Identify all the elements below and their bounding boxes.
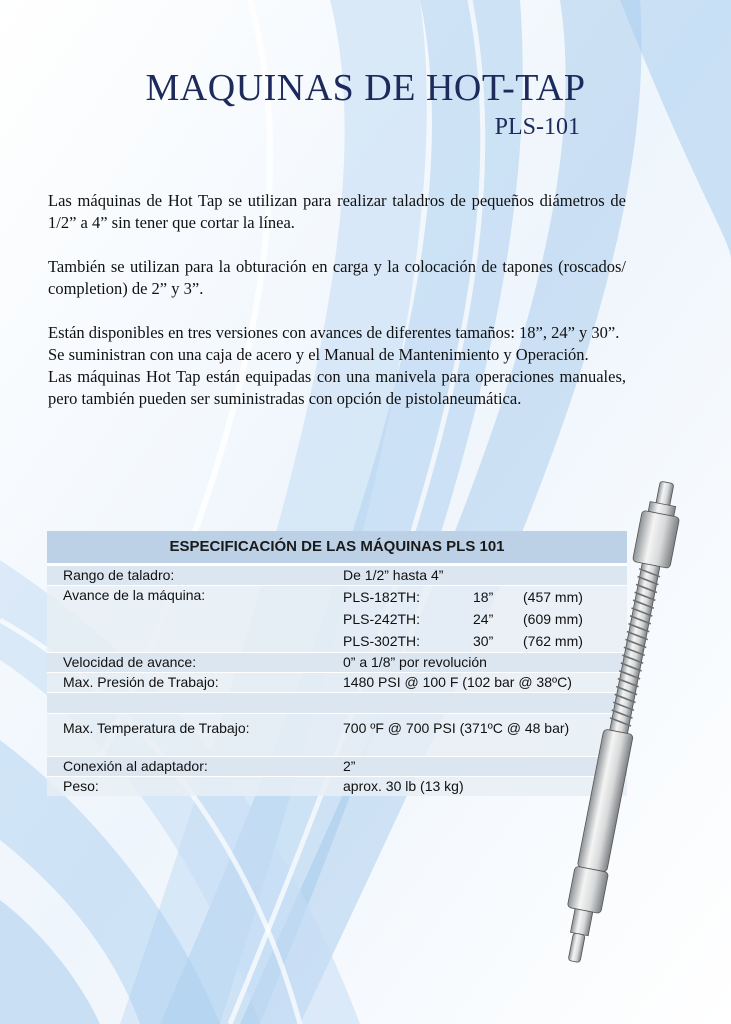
model-mm: (457 mm) xyxy=(523,589,583,605)
paragraph-equipment: Las máquinas Hot Tap están equipadas con una manivela para operaciones manuales, pero también pueden ser suministradas con opción de pistolaneumática. xyxy=(48,367,626,408)
model-mm: (762 mm) xyxy=(523,633,583,649)
spec-label-avance: Avance de la máquina: xyxy=(63,587,206,603)
spec-label-conexion: Conexión al adaptador: xyxy=(63,758,208,774)
spec-value-peso: aprox. 30 lb (13 kg) xyxy=(343,778,464,794)
paragraph-obturation: También se utilizan para la obturación en carga y la colocación de tapones (roscados/ completion) de 2” y 3”. xyxy=(48,257,626,298)
model-mm: (609 mm) xyxy=(523,611,583,627)
spec-table-heading: ESPECIFICACIÓN DE LAS MÁQUINAS PLS 101 xyxy=(47,531,627,565)
paragraph-supply: Se suministran con una caja de acero y el Manual de Mantenimiento y Operación. xyxy=(48,345,589,364)
spec-value-rango: De 1/2” hasta 4” xyxy=(343,567,444,583)
description-text xyxy=(48,190,626,410)
spec-label-presion: Max. Presión de Trabajo: xyxy=(63,674,219,690)
spec-label-velocidad: Velocidad de avance: xyxy=(63,654,197,670)
model-code: PLS-242TH: xyxy=(343,611,421,627)
model-inches: 24” xyxy=(473,611,494,627)
spec-value-presion: 1480 PSI @ 100 F (102 bar @ 38ºC) xyxy=(343,674,572,690)
model-inches: 30” xyxy=(473,633,494,649)
spec-value-velocidad: 0” a 1/8” por revolución xyxy=(343,654,487,670)
spec-value-conexion: 2” xyxy=(343,758,356,774)
hot-tap-machine-image xyxy=(520,470,720,990)
model-code: PLS-182TH: xyxy=(343,589,421,605)
spec-value-temperatura: 700 ºF @ 700 PSI (371ºC @ 48 bar) xyxy=(343,720,570,736)
spec-label-rango: Rango de taladro: xyxy=(63,567,175,583)
model-subtitle: PLS-101 xyxy=(494,114,580,140)
model-code: PLS-302TH: xyxy=(343,633,421,649)
model-inches: 18” xyxy=(473,589,494,605)
spec-label-temperatura: Max. Temperatura de Trabajo: xyxy=(63,720,250,736)
spec-label-peso: Peso: xyxy=(63,778,99,794)
paragraph-hot-tap-use: Las máquinas de Hot Tap se utilizan para realizar taladros de pequeños diámetros de 1/2” a 4” sin tener que cortar la línea. xyxy=(48,191,626,232)
paragraph-versions: Están disponibles en tres versiones con avances de diferentes tamaños: 18”, 24” y 30”. xyxy=(48,323,620,342)
page-title: MAQUINAS DE HOT-TAP xyxy=(145,67,586,109)
